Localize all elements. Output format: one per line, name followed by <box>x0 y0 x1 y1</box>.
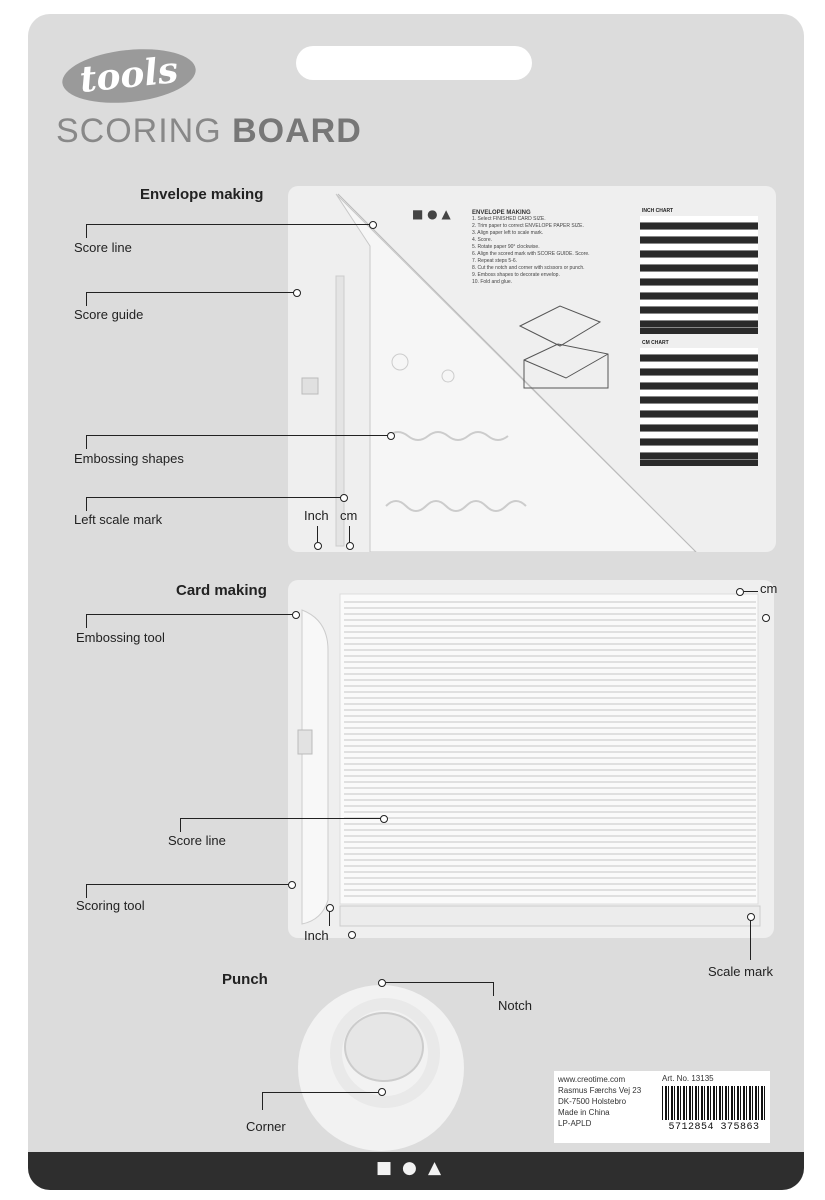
instruction-step: 8. Cut the notch and corner with scissors or punch. <box>472 265 585 271</box>
callout-line <box>86 614 87 628</box>
callout-line <box>493 982 494 996</box>
card-making-heading: Card making <box>176 582 267 599</box>
cm-label: cm <box>340 508 358 523</box>
callout-line <box>180 818 181 832</box>
callout-dot <box>348 931 356 939</box>
instruction-step: 3. Align paper left to scale mark. <box>472 230 544 236</box>
score-guide-label: Score guide <box>74 307 144 322</box>
callout-dot <box>387 432 395 440</box>
left-scale-mark-label: Left scale mark <box>74 512 163 527</box>
callout-line <box>744 591 758 592</box>
callout-line <box>86 497 87 511</box>
cm-chart-title: CM CHART <box>642 340 669 346</box>
callout-line <box>86 884 87 898</box>
instruction-step: 1. Select FINISHED CARD SIZE. <box>472 216 546 222</box>
callout-dot <box>762 614 770 622</box>
notch-label: Notch <box>498 998 532 1013</box>
instruction-step: 6. Align the scored mark with SCORE GUIDE. Score. <box>472 251 590 257</box>
card-inch-label: Inch <box>304 928 329 943</box>
callout-line <box>86 435 87 449</box>
website-text: www.creotime.com <box>558 1075 626 1084</box>
instruction-step: 10. Fold and glue. <box>472 279 513 285</box>
svg-text:■ ● ▲: ■ ● ▲ <box>412 207 451 221</box>
corner-label: Corner <box>246 1119 286 1134</box>
score-line-label: Score line <box>74 240 132 255</box>
punch-heading: Punch <box>222 971 268 988</box>
instruction-step: 2. Trim paper to correct ENVELOPE PAPER SIZE. <box>472 223 584 229</box>
callout-line <box>86 614 294 615</box>
callout-line <box>86 497 342 498</box>
article-number: Art. No. 13135 <box>662 1074 714 1083</box>
callout-dot <box>326 904 334 912</box>
scale-mark-label: Scale mark <box>708 964 774 979</box>
inch-chart-title: INCH CHART <box>642 208 674 214</box>
product-title: SCORING BOARD <box>56 112 362 150</box>
card-board <box>288 580 774 938</box>
hang-hole <box>296 46 532 80</box>
scoring-tool-label: Scoring tool <box>76 898 145 913</box>
card-score-line-label: Score line <box>168 833 226 848</box>
callout-line <box>86 224 372 225</box>
embossing-tool-label: Embossing tool <box>76 630 165 645</box>
code-text: LP-APLD <box>558 1119 592 1128</box>
envelope-instructions <box>472 210 622 286</box>
inch-label: Inch <box>304 508 329 523</box>
instruction-step: 4. Score. <box>472 237 493 243</box>
instruction-step: 7. Repeat steps 5-6. <box>472 258 518 264</box>
callout-dot <box>380 815 388 823</box>
address-line: DK-7500 Holstebro <box>558 1097 627 1106</box>
callout-dot <box>288 881 296 889</box>
callout-dot <box>369 221 377 229</box>
callout-line <box>86 224 87 238</box>
callout-line <box>386 982 494 983</box>
embossing-shapes-label: Embossing shapes <box>74 451 184 466</box>
barcode <box>662 1086 766 1120</box>
callout-dot <box>378 979 386 987</box>
callout-line <box>180 818 382 819</box>
callout-dot <box>292 611 300 619</box>
instruction-step: 9. Emboss shapes to decorate envelop. <box>472 272 560 278</box>
callout-line <box>86 884 290 885</box>
instructions-heading: ENVELOPE MAKING <box>472 210 531 216</box>
punch-window <box>344 1012 424 1082</box>
barcode-number: 5712854 375863 <box>668 1122 760 1133</box>
card-cm-label: cm <box>760 581 778 596</box>
origin-text: Made in China <box>558 1108 610 1117</box>
envelope-making-heading: Envelope making <box>140 186 264 203</box>
card-board-illustration <box>288 580 774 938</box>
callout-dot <box>747 913 755 921</box>
tools-logo: tools <box>60 43 199 109</box>
callout-line <box>86 435 390 436</box>
callout-dot <box>293 289 301 297</box>
inch-chart-table <box>640 216 758 334</box>
company-info <box>558 1074 641 1129</box>
callout-line <box>262 1092 378 1093</box>
callout-line <box>262 1092 263 1110</box>
callout-line <box>349 526 350 542</box>
callout-dot <box>378 1088 386 1096</box>
square-shape-icon: ■ <box>376 1158 393 1178</box>
callout-dot <box>314 542 322 550</box>
callout-line <box>86 292 296 293</box>
callout-dot <box>340 494 348 502</box>
callout-dot <box>346 542 354 550</box>
callout-line <box>750 920 751 960</box>
address-line: Rasmus Færchs Vej 23 <box>558 1086 642 1095</box>
cm-chart-table <box>640 348 758 466</box>
triangle-shape-icon: ▲ <box>428 1158 442 1178</box>
callout-line <box>86 292 87 306</box>
instruction-step: 5. Rotate paper 90° clockwise. <box>472 244 540 250</box>
callout-line <box>317 526 318 542</box>
callout-dot <box>736 588 744 596</box>
circle-shape-icon: ● <box>402 1158 417 1178</box>
